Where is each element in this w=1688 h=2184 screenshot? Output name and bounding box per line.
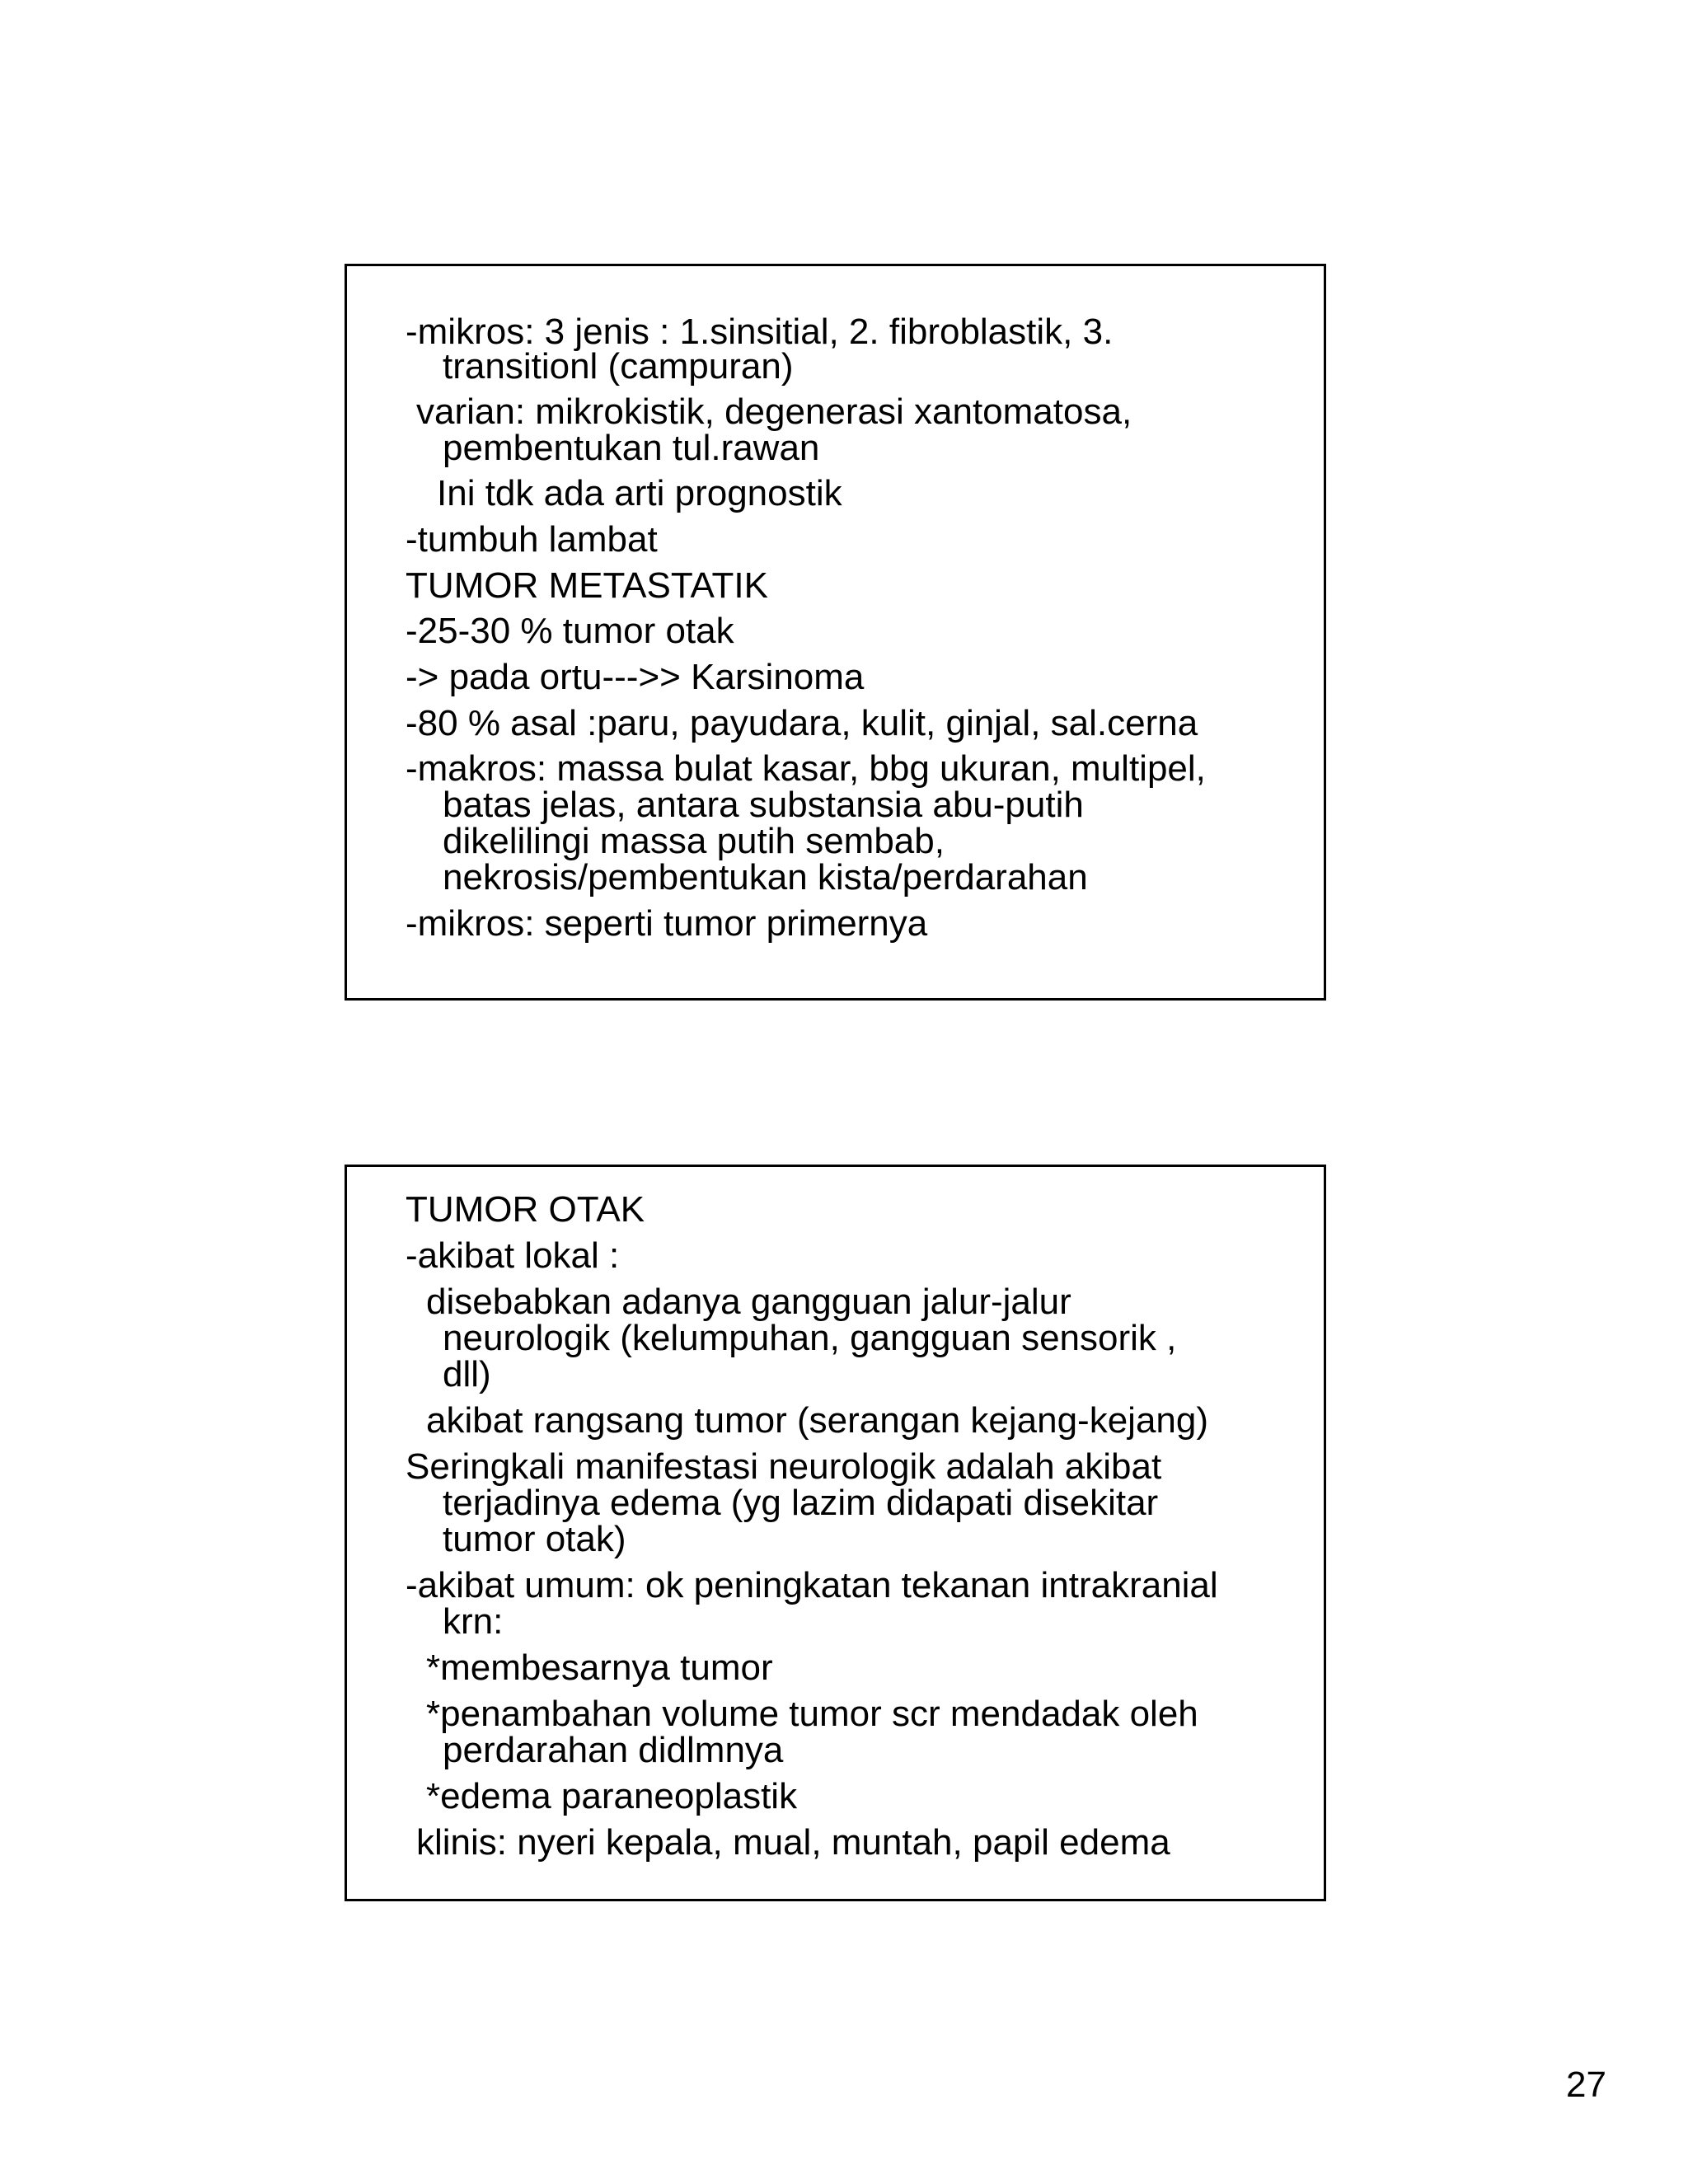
slide-2-line: akibat rangsang tumor (serangan kejang-kejang): [426, 1400, 1209, 1441]
slide-2-line: perdarahan didlmnya: [443, 1730, 784, 1770]
slide-1-line: -25-30 % tumor otak: [406, 611, 734, 651]
slide-1-line: TUMOR METASTATIK: [406, 565, 768, 606]
slide-1-line: varian: mikrokistik, degenerasi xantomatosa,: [416, 391, 1132, 432]
slide-2-line: -akibat lokal :: [406, 1235, 620, 1276]
slide-2-line: Seringkali manifestasi neurologik adalah akibat: [406, 1446, 1162, 1487]
slide-2-line: terjadinya edema (yg lazim didapati disekitar: [443, 1483, 1159, 1523]
slide-2-line: *membesarnya tumor: [426, 1647, 773, 1688]
slide-1-line: -> pada ortu--->> Karsinoma: [406, 657, 865, 697]
slide-2-line: tumor otak): [443, 1519, 626, 1559]
slide-2-line: *penambahan volume tumor scr mendadak oleh: [426, 1694, 1198, 1734]
slide-2-line: neurologik (kelumpuhan, gangguan sensorik ,: [443, 1318, 1177, 1358]
slide-1-line: -mikros: 3 jenis : 1.sinsitial, 2. fibroblastik, 3.: [406, 312, 1114, 352]
slide-1-line: -makros: massa bulat kasar, bbg ukuran, multipel,: [406, 748, 1206, 789]
slide-2-line: TUMOR OTAK: [406, 1189, 645, 1230]
slide-2-line: *edema paraneoplastik: [426, 1776, 798, 1816]
slide-1-line: batas jelas, antara substansia abu-putih: [443, 785, 1084, 825]
slide-1-line: -80 % asal :paru, payudara, kulit, ginjal, sal.cerna: [406, 703, 1198, 743]
slide-2-frame: [345, 1165, 1326, 1901]
slide-1-line: dikelilingi massa putih sembab,: [443, 821, 945, 861]
slide-2-line: -akibat umum: ok peningkatan tekanan intrakranial: [406, 1565, 1218, 1605]
slide-1-line: transitionl (campuran): [443, 346, 794, 387]
slide-1-line: nekrosis/pembentukan kista/perdarahan: [443, 857, 1088, 898]
slide-1-line: Ini tdk ada arti prognostik: [437, 473, 842, 513]
slide-2-line: dll): [443, 1354, 491, 1394]
slide-1-line: -tumbuh lambat: [406, 519, 658, 560]
slide-2-line: disebabkan adanya gangguan jalur-jalur: [426, 1282, 1071, 1322]
slide-2-line: klinis: nyeri kepala, mual, muntah, papil edema: [416, 1822, 1170, 1863]
slide-1-frame: [345, 264, 1326, 1001]
slide-2-line: krn:: [443, 1601, 504, 1642]
page-number: 27: [1566, 2064, 1606, 2105]
slide-1-line: -mikros: seperti tumor primernya: [406, 903, 928, 944]
slide-1-line: pembentukan tul.rawan: [443, 428, 820, 468]
